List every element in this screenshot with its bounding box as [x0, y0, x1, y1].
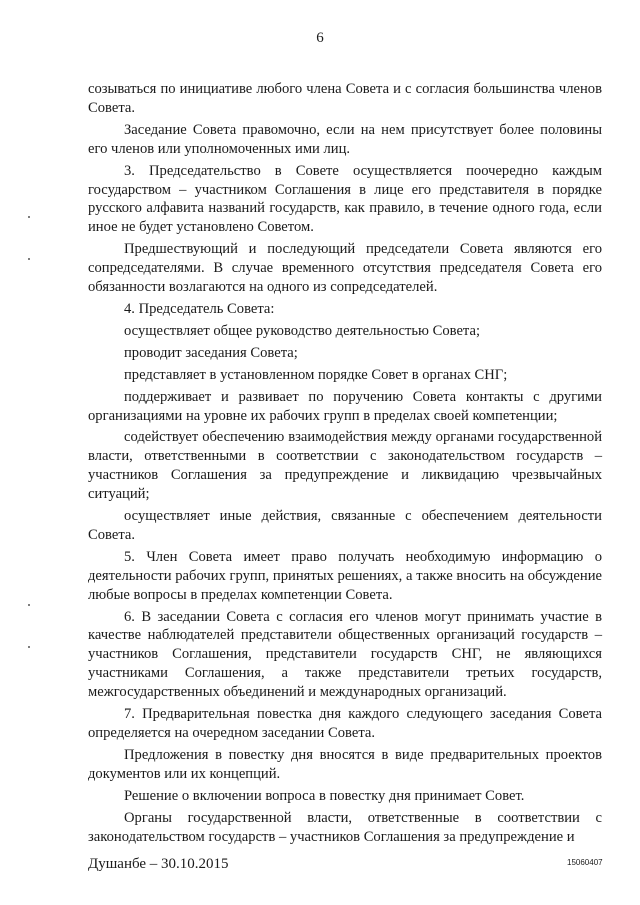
paragraph: Заседание Совета правомочно, если на нем присутствует более половины его членов или уполномоченных ими лиц. [88, 121, 602, 157]
paragraph: содействует обеспечению взаимодействия между органами государственной власти, ответственными в соответствии с законодательством государств – участников Соглашения за предупреждение и ликвидацию чрезвычайных ситуаций; [88, 429, 602, 503]
paragraph: осуществляет иные действия, связанные с обеспечением деятельности Совета. [88, 508, 602, 543]
paragraph: созываться по инициативе любого члена Совета и с согласия большинства членов Совета. [88, 81, 602, 116]
paragraph: проводит заседания Совета; [124, 344, 298, 361]
paragraph: 4. Председатель Совета: [124, 300, 275, 317]
paragraph: 3. Председательство в Совете осуществляется поочередно каждым государством – участником Соглашения в лице его представителя в порядке русского алфавита названий государств, как правило, в течение одного года, если иное не будет установлено Советом. [88, 162, 602, 236]
document-body [88, 80, 602, 846]
scan-mark [28, 216, 30, 218]
paragraph: Органы государственной власти, ответственные в соответствии с законодательством государств – участников Соглашения за предупреждение и [88, 809, 602, 845]
page-number: 6 [316, 30, 324, 46]
paragraph: поддерживает и развивает по поручению Совета контакты с другими организациями на уровне их рабочих групп в пределах своей компетенции; [88, 388, 602, 424]
paragraph: представляет в установленном порядке Совет в органах СНГ; [124, 366, 508, 383]
paragraph: 7. Предварительная повестка дня каждого следующего заседания Совета определяется на очередном заседании Совета. [88, 706, 602, 741]
scan-mark [28, 604, 30, 606]
paragraph: осуществляет общее руководство деятельностью Совета; [124, 322, 481, 339]
footer-place-date: Душанбе – 30.10.2015 [88, 856, 229, 872]
paragraph: Предложения в повестку дня вносятся в виде предварительных проектов документов или их концепций. [88, 746, 602, 782]
scan-mark [28, 646, 30, 648]
footer-doc-code: 15060407 [567, 858, 603, 867]
scan-mark [28, 258, 30, 260]
paragraph: 5. Член Совета имеет право получать необходимую информацию о деятельности рабочих групп, принятых решениях, а также вносить на обсуждение любые вопросы в пределах компетенции Совета. [88, 548, 602, 603]
paragraph: Предшествующий и последующий председатели Совета являются его сопредседателями. В случае временного отсутствия председателя Совета его обязанности возлагаются на одного из сопредседателей. [88, 241, 602, 296]
paragraph: Решение о включении вопроса в повестку дня принимает Совет. [124, 787, 525, 804]
paragraph: 6. В заседании Совета с согласия его членов могут принимать участие в качестве наблюдателей представители общественных организаций государств – участников Соглашения, представители государств СНГ, не являющихся участниками Соглашения, а также представители третьих государств, межгосударственных объединений и международных организаций. [88, 608, 602, 701]
